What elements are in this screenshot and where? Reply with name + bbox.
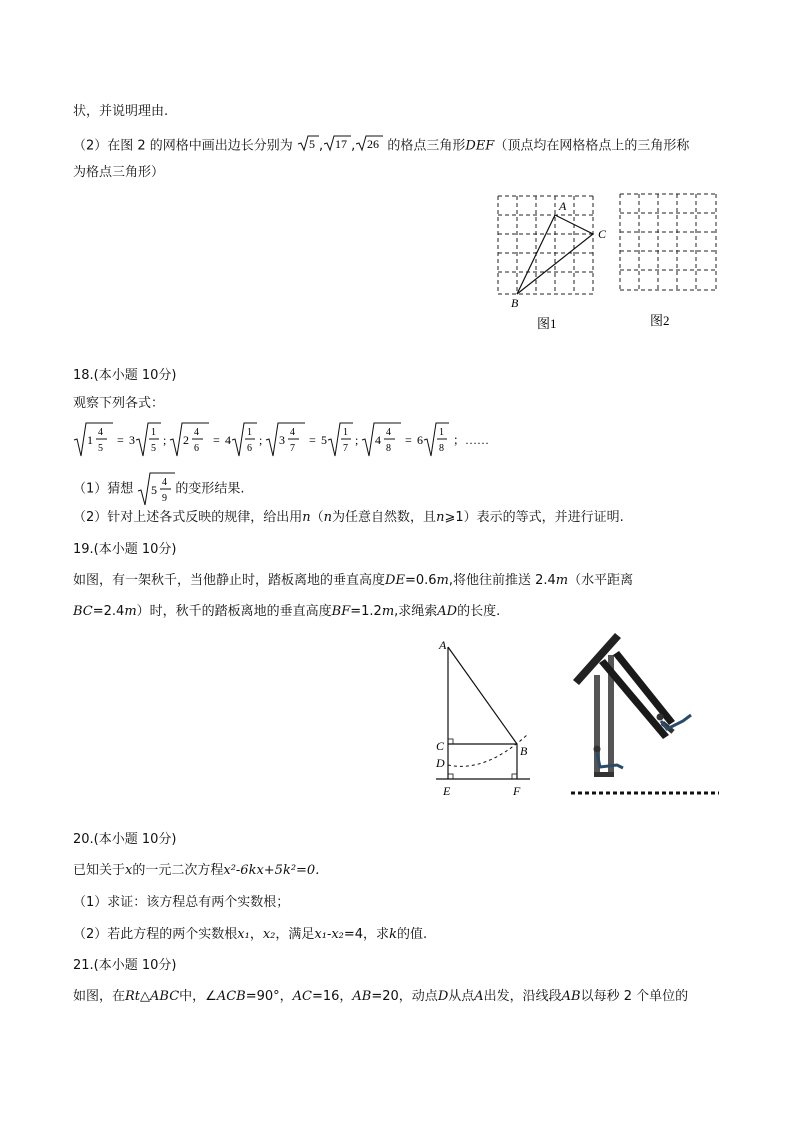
q19-line1-b: =0.6 <box>404 573 437 588</box>
q21-line1 <box>73 988 688 1006</box>
unit-m: m <box>124 604 137 619</box>
q20-part2-d: =4，求 <box>343 927 390 942</box>
q21-line1-a: 如图，在 <box>73 989 126 1004</box>
q18-part2-c: 为任意自然数，且 <box>332 510 437 525</box>
f1-whole: 1 <box>87 433 93 447</box>
q20-part2-b: ， <box>249 927 263 942</box>
f3-num: 4 <box>290 427 295 438</box>
var-bf: BF <box>331 604 351 619</box>
unit-m: m <box>555 573 569 588</box>
f1-den: 5 <box>98 443 103 454</box>
q18-header: 18.(本小题 10分) <box>73 368 177 383</box>
fig1-label-a: A <box>559 199 567 213</box>
f2-rnum: 1 <box>247 427 252 438</box>
sqrt-26-radicand: 26 <box>367 137 380 151</box>
var-rt-abc: Rt△ABC <box>125 989 180 1004</box>
q20-part2-c: ，满足 <box>275 927 315 942</box>
var-ab: AB <box>352 989 372 1004</box>
var-bc: BC <box>73 604 93 619</box>
svg-text:;: ; <box>355 433 359 447</box>
f3-rden: 7 <box>343 443 348 454</box>
q17-figures <box>490 188 730 338</box>
var-n: n <box>323 510 333 525</box>
svg-text:=: = <box>309 433 316 447</box>
f1-rden: 5 <box>151 443 156 454</box>
q19-line1-d: （水平距离 <box>568 573 634 588</box>
f2-rden: 6 <box>247 443 252 454</box>
label-e: E <box>443 784 451 798</box>
var-n: n <box>302 510 311 525</box>
formula-ellipsis: ；…… <box>453 433 490 447</box>
q20-condition: x₁-x₂ <box>314 927 344 942</box>
label-a: A <box>439 638 447 652</box>
fig1-label-b: B <box>511 296 519 310</box>
q18-part1-suffix: 的变形结果. <box>175 481 245 497</box>
label-d: D <box>436 756 445 770</box>
svg-text:=: = <box>117 433 124 447</box>
q17-part2-middle: 的格点三角形 <box>387 138 466 154</box>
q18-part1 <box>73 471 245 507</box>
var-k: k <box>389 927 397 942</box>
q20-part2-a: （2）若此方程的两个实数根 <box>73 927 238 942</box>
q18-part2-d: ⩾1）表示的等式，并进行证明. <box>444 510 624 525</box>
q21-line1-d: =16， <box>311 989 353 1004</box>
var-n: n <box>436 510 445 525</box>
q19-line2 <box>73 603 500 621</box>
q19-line1-a: 如图，有一架秋千，当他静止时，踏板离地的垂直高度 <box>73 573 386 588</box>
f2-den: 6 <box>194 443 199 454</box>
q18-part1-whole: 5 <box>151 483 158 497</box>
f3-whole: 3 <box>279 433 285 447</box>
f1-rnum: 1 <box>151 427 156 438</box>
f2-coef: 4 <box>225 433 231 447</box>
svg-text:=: = <box>213 433 220 447</box>
var-x: x <box>125 863 133 878</box>
f4-rnum: 1 <box>439 427 444 438</box>
q21-line1-b: 中，∠ <box>179 989 217 1004</box>
q20-line1-b: 的一元二次方程 <box>132 863 224 878</box>
f2-whole: 2 <box>183 433 189 447</box>
fig2-caption: 图2 <box>650 313 670 328</box>
q18-part2-b: （ <box>310 510 324 525</box>
q21-line1-e: =20，动点 <box>371 989 438 1004</box>
right-angle-c <box>448 739 453 744</box>
line-ab <box>448 647 517 744</box>
label-b: B <box>520 744 528 758</box>
sqrt-17-radicand: 17 <box>335 137 348 151</box>
var-x1: x₁ <box>237 927 250 942</box>
swing-seat-static <box>594 772 614 777</box>
q20-line1 <box>73 862 319 880</box>
fig1-label-c: C <box>598 227 607 241</box>
f3-rnum: 1 <box>343 427 348 438</box>
swing-illustration <box>565 625 725 800</box>
var-acb: ACB <box>216 989 246 1004</box>
formula-1 <box>74 423 166 456</box>
unit-m: m <box>436 573 449 588</box>
q20-part2 <box>73 926 427 944</box>
formula-4 <box>362 423 449 456</box>
q18-part1-prefix: （1）猜想 <box>73 481 134 497</box>
formula-2 <box>170 423 262 456</box>
q21-line1-c: =90°， <box>245 989 293 1004</box>
sqrt-17 <box>323 134 351 158</box>
right-angle-f <box>512 774 517 779</box>
sqrt-5-radicand: 5 <box>308 137 315 151</box>
q18-part1-num: 4 <box>162 477 168 488</box>
q19-line2-a: =2.4 <box>92 604 125 619</box>
f4-rden: 8 <box>439 443 444 454</box>
q18-intro: 观察下列各式： <box>73 396 165 411</box>
svg-text:;: ; <box>259 433 263 447</box>
q19-header: 19.(本小题 10分) <box>73 542 177 557</box>
var-ab: AB <box>561 989 581 1004</box>
q18-part1-den: 9 <box>162 493 168 504</box>
q20-equation: x²-6kx+5k²=0. <box>223 863 320 878</box>
q17-line-top: 状，并说明理由. <box>73 104 169 119</box>
q18-formulas <box>73 420 493 460</box>
q21-line1-f: 从点 <box>448 989 475 1004</box>
f2-num: 4 <box>194 427 199 438</box>
q19-line1 <box>73 572 633 590</box>
q19-line2-e: 的长度. <box>457 604 501 619</box>
q20-part2-e: 的值. <box>396 927 428 942</box>
var-a: A <box>474 989 484 1004</box>
var-ac: AC <box>292 989 312 1004</box>
person-static-head <box>594 746 601 753</box>
grid-figure-2 <box>620 194 716 290</box>
var-ad: AD <box>437 604 458 619</box>
q17-part2-prefix: （2）在图 2 的网格中画出边长分别为 <box>73 138 293 154</box>
q17-part2-line1: （2）在图 2 的网格中画出边长分别为 5 , 17 , 26 的格点三角形DEF（顶点均在网格格点上的三角形称 <box>73 134 689 158</box>
unit-m: m <box>381 604 395 619</box>
svg-text:;: ; <box>163 433 167 447</box>
q19-line2-c: =1.2 <box>350 604 382 619</box>
label-f: F <box>513 784 521 798</box>
f3-den: 7 <box>290 443 295 454</box>
q19-line1-c: ,将他往前推送 2.4 <box>448 573 556 588</box>
f4-den: 8 <box>386 443 391 454</box>
q17-part2-line2: 为格点三角形） <box>73 165 165 180</box>
q19-geometry-figure <box>430 635 540 805</box>
q21-line1-h: 以每秒 2 个单位的 <box>580 989 689 1004</box>
q18-part1-sqrt <box>137 471 175 507</box>
f1-coef: 3 <box>129 433 135 447</box>
f4-whole: 4 <box>375 433 381 447</box>
svg-text:=: = <box>405 433 412 447</box>
f4-num: 4 <box>386 427 391 438</box>
q17-triangle-name: DEF <box>465 138 495 154</box>
q20-line1-a: 已知关于 <box>73 863 126 878</box>
var-de: DE <box>385 573 405 588</box>
label-c: C <box>436 739 445 753</box>
sqrt-26 <box>355 134 383 158</box>
q20-part1: （1）求证：该方程总有两个实数根； <box>73 895 290 910</box>
person-pushed-head <box>657 714 664 721</box>
right-angle-e <box>448 774 453 779</box>
q17-part2-suffix: （顶点均在网格格点上的三角形称 <box>494 138 690 154</box>
f1-num: 4 <box>98 427 103 438</box>
q21-line1-g: 出发，沿线段 <box>483 989 562 1004</box>
sqrt-5 <box>297 134 319 158</box>
var-d: D <box>437 989 449 1004</box>
q18-part2 <box>73 509 624 527</box>
q20-header: 20.(本小题 10分) <box>73 832 177 847</box>
fig1-caption: 图1 <box>537 316 557 331</box>
q19-line2-b: ）时，秋千的踏板离地的垂直高度 <box>136 604 332 619</box>
f4-coef: 6 <box>417 433 423 447</box>
q21-header: 21.(本小题 10分) <box>73 958 177 973</box>
q18-part2-a: （2）针对上述各式反映的规律，给出用 <box>73 510 303 525</box>
var-x2: x₂ <box>262 927 276 942</box>
q19-line2-d: ,求绳索 <box>394 604 438 619</box>
swing-arc <box>448 735 527 766</box>
f3-coef: 5 <box>321 433 327 447</box>
formula-3 <box>266 423 358 456</box>
